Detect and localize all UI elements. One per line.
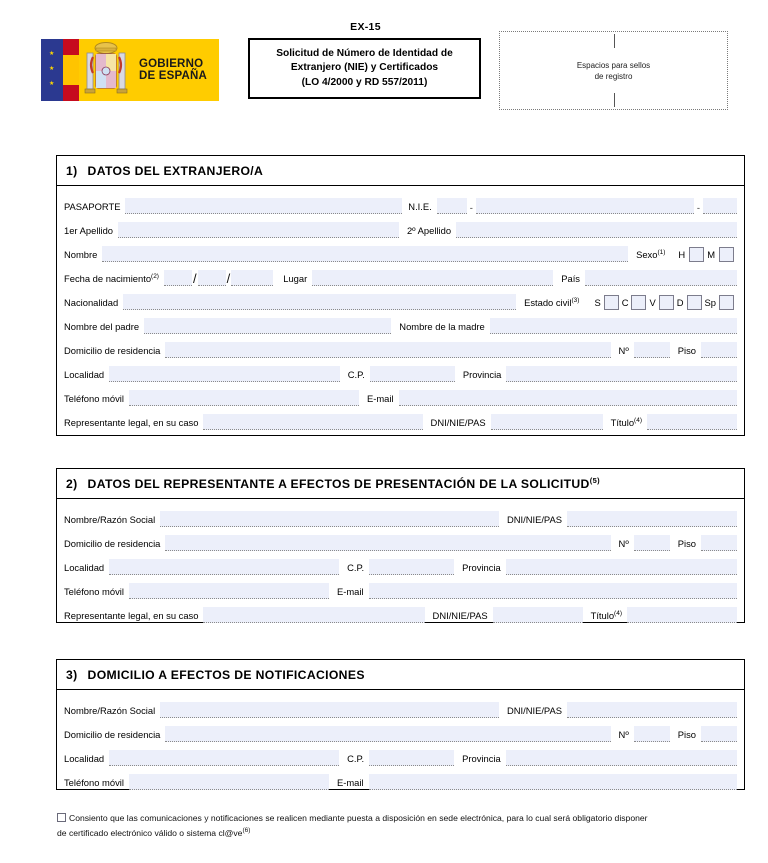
input-nie-letter[interactable] xyxy=(703,198,737,214)
row-localidad-cp-provincia xyxy=(57,358,744,382)
input-apellido2[interactable] xyxy=(456,222,737,238)
input3-localidad[interactable] xyxy=(109,750,339,766)
label3-piso: Piso xyxy=(677,729,696,740)
input2-email[interactable] xyxy=(369,583,737,599)
input-nombre[interactable] xyxy=(102,246,628,262)
consent-note: (6) xyxy=(242,826,251,834)
input-pais[interactable] xyxy=(585,270,737,286)
row-fecha-lugar-pais xyxy=(57,262,744,286)
consent-text-line2: de certificado electrónico válido o sistema cl@ve xyxy=(57,827,243,838)
label2-provincia: Provincia xyxy=(462,562,501,573)
input3-email[interactable] xyxy=(369,774,737,790)
input-fecha-dia[interactable] xyxy=(164,270,192,286)
input-titulo[interactable] xyxy=(647,414,737,430)
label3-domicilio: Domicilio de residencia xyxy=(64,729,161,740)
section-datos-representante xyxy=(56,468,745,623)
eu-flag-bar-icon: ★ ★ ★ xyxy=(41,39,63,101)
label3-dni: DNI/NIE/PAS xyxy=(506,705,562,716)
row3-nombre-razon xyxy=(57,694,744,718)
input-cp[interactable] xyxy=(370,366,455,382)
label-ec-s: S xyxy=(594,297,601,308)
input2-dni[interactable] xyxy=(567,511,737,527)
label2-titulo: Título$^{(4)}$ xyxy=(590,609,622,621)
input2-telefono[interactable] xyxy=(129,583,329,599)
row3-domicilio xyxy=(57,718,744,742)
section2-number: 2) xyxy=(66,476,78,491)
label-pasaporte: PASAPORTE xyxy=(64,201,121,212)
form-title-line1: Solicitud de Número de Identidad de xyxy=(276,47,453,59)
label-titulo: Título$^{(4)}$ xyxy=(610,416,642,428)
input-numero[interactable] xyxy=(634,342,670,358)
label3-nombre-razon: Nombre/Razón Social xyxy=(64,705,156,716)
section1-rows xyxy=(57,186,744,434)
input2-cp[interactable] xyxy=(369,559,454,575)
label-cp: C.P. xyxy=(347,369,365,380)
registry-stamps-area xyxy=(499,31,728,110)
stamps-divider-bottom xyxy=(614,93,615,107)
section3-header xyxy=(57,660,744,690)
gobierno-de-espana-logo xyxy=(41,39,219,101)
label-representante-legal: Representante legal, en su caso xyxy=(64,417,199,428)
label2-cp: C.P. xyxy=(347,562,365,573)
row2-nombre-razon xyxy=(57,503,744,527)
row2-telefono-email xyxy=(57,575,744,599)
input2-numero[interactable] xyxy=(634,535,670,551)
label2-piso: Piso xyxy=(677,538,696,549)
section3-rows xyxy=(57,690,744,794)
row-apellidos xyxy=(57,214,744,238)
input2-titulo[interactable] xyxy=(627,607,737,623)
row-nacionalidad-estado-civil xyxy=(57,286,744,310)
input-pasaporte[interactable] xyxy=(125,198,402,214)
logo-text-line1: GOBIERNO xyxy=(139,57,204,70)
label-ec-v: V xyxy=(649,297,656,308)
section1-number: 1) xyxy=(66,163,78,178)
fecha-slash-2: / xyxy=(226,271,231,286)
row3-localidad-cp-provincia xyxy=(57,742,744,766)
input2-domicilio[interactable] xyxy=(165,535,610,551)
input-fecha-mes[interactable] xyxy=(198,270,226,286)
form-title-box xyxy=(248,38,481,99)
input-fecha-anio[interactable] xyxy=(231,270,273,286)
checkbox-estado-separado[interactable] xyxy=(719,295,734,310)
input-provincia[interactable] xyxy=(506,366,737,382)
label-estado-civil: Estado civil$^{(3)}$ xyxy=(524,296,580,308)
stamps-divider-top xyxy=(614,34,615,48)
nie-separator-2: - xyxy=(696,202,700,213)
input-localidad[interactable] xyxy=(109,366,340,382)
label-ec-sp: Sp xyxy=(704,297,716,308)
label-provincia: Provincia xyxy=(462,369,502,380)
label-fecha-nacimiento: Fecha de nacimiento$^{(2)}$ xyxy=(64,272,159,284)
label-numero: Nº xyxy=(618,345,629,356)
label-nombre: Nombre xyxy=(64,249,98,260)
label3-cp: C.P. xyxy=(347,753,365,764)
row-pasaporte-nie xyxy=(57,190,744,214)
input-nie-number[interactable] xyxy=(476,198,694,214)
row2-domicilio xyxy=(57,527,744,551)
stamps-label-line2: de registro xyxy=(594,71,633,81)
section2-header xyxy=(57,469,744,499)
input-domicilio[interactable] xyxy=(165,342,610,358)
label-localidad: Localidad xyxy=(64,369,105,380)
input-dni-representante[interactable] xyxy=(491,414,603,430)
input-nombre-madre[interactable] xyxy=(490,318,737,334)
label2-email: E-mail xyxy=(336,586,364,597)
section-datos-del-extranjero xyxy=(56,155,745,436)
label-telefono: Teléfono móvil xyxy=(64,393,124,404)
form-code: EX-15 xyxy=(350,21,381,33)
form-title-line3: (LO 4/2000 y RD 557/2011) xyxy=(301,76,428,88)
row2-representante-legal xyxy=(57,599,744,623)
section3-number: 3) xyxy=(66,667,78,682)
label-nacionalidad: Nacionalidad xyxy=(64,297,119,308)
row-representante-legal xyxy=(57,406,744,430)
label-nombre-padre: Nombre del padre xyxy=(64,321,140,332)
label2-nombre-razon: Nombre/Razón Social xyxy=(64,514,156,525)
spain-coat-of-arms-icon xyxy=(79,39,133,101)
input-lugar[interactable] xyxy=(312,270,553,286)
label-sexo-m: M xyxy=(707,249,715,260)
section2-rows xyxy=(57,499,744,627)
label-piso: Piso xyxy=(677,345,696,356)
label-ec-d: D xyxy=(676,297,684,308)
label2-representante-legal: Representante legal, en su caso xyxy=(64,610,199,621)
section3-title: DOMICILIO A EFECTOS DE NOTIFICACIONES xyxy=(87,667,365,682)
input3-numero[interactable] xyxy=(634,726,670,742)
consent-text-line1: Consiento que las comunicaciones y notificaciones se realicen mediante puesta a disposición en sede electrónica, para lo cual será obligatorio disponer xyxy=(69,813,648,823)
input3-provincia[interactable] xyxy=(506,750,737,766)
input-email[interactable] xyxy=(399,390,737,406)
input-nombre-padre[interactable] xyxy=(144,318,391,334)
stamps-label-line1: Espacios para sellos xyxy=(576,60,651,70)
input3-piso[interactable] xyxy=(701,726,737,742)
input-telefono[interactable] xyxy=(129,390,359,406)
input-piso[interactable] xyxy=(701,342,737,358)
checkbox-estado-viudo[interactable] xyxy=(659,295,674,310)
checkbox-sexo-mujer[interactable] xyxy=(719,247,734,262)
form-header xyxy=(0,0,768,128)
input2-provincia[interactable] xyxy=(506,559,737,575)
logo-text-line2: DE ESPAÑA xyxy=(139,70,208,82)
label-apellido2: 2º Apellido xyxy=(406,225,452,236)
label2-dni-representante: DNI/NIE/PAS xyxy=(432,610,488,621)
input2-localidad[interactable] xyxy=(109,559,339,575)
consent-paragraph xyxy=(57,812,747,839)
input-nie-prefix[interactable] xyxy=(437,198,467,214)
section2-title: DATOS DEL REPRESENTANTE A EFECTOS DE PRESENTACIÓN DE LA SOLICITUD$^{(5)}$ xyxy=(87,475,600,492)
row2-localidad-cp-provincia xyxy=(57,551,744,575)
section1-title: DATOS DEL EXTRANJERO/A xyxy=(87,163,264,178)
label-ec-c: C xyxy=(621,297,629,308)
label3-provincia: Provincia xyxy=(462,753,501,764)
label-nie: N.I.E. xyxy=(408,201,432,212)
section-domicilio-notificaciones xyxy=(56,659,745,790)
label-sexo-h: H xyxy=(678,249,686,260)
label3-telefono: Teléfono móvil xyxy=(64,777,124,788)
input3-telefono[interactable] xyxy=(129,774,329,790)
row-nombre-sexo xyxy=(57,238,744,262)
input2-dni-representante[interactable] xyxy=(493,607,583,623)
input-representante-legal[interactable] xyxy=(203,414,422,430)
logo-text xyxy=(133,58,219,83)
label2-numero: Nº xyxy=(618,538,629,549)
section1-header xyxy=(57,156,744,186)
input3-domicilio[interactable] xyxy=(165,726,610,742)
label3-numero: Nº xyxy=(618,729,629,740)
input3-dni[interactable] xyxy=(567,702,737,718)
label-nombre-madre: Nombre de la madre xyxy=(399,321,485,332)
label-dni-representante: DNI/NIE/PAS xyxy=(430,417,486,428)
label3-localidad: Localidad xyxy=(64,753,105,764)
checkbox-consent[interactable] xyxy=(57,813,66,822)
label-sexo: Sexo$^{(1)}$ xyxy=(636,248,666,260)
label-apellido1: 1er Apellido xyxy=(64,225,113,236)
label-pais: País xyxy=(561,273,580,284)
input3-nombre-razon[interactable] xyxy=(160,702,499,718)
checkbox-estado-soltero[interactable] xyxy=(604,295,619,310)
checkbox-estado-divorciado[interactable] xyxy=(687,295,702,310)
spain-flag-stripes-icon xyxy=(63,39,79,101)
nie-separator-1: - xyxy=(469,202,473,213)
label-lugar: Lugar xyxy=(283,273,308,284)
row-telefono-email xyxy=(57,382,744,406)
label-domicilio: Domicilio de residencia xyxy=(64,345,161,356)
row-domicilio xyxy=(57,334,744,358)
input2-representante-legal[interactable] xyxy=(203,607,424,623)
fecha-slash-1: / xyxy=(192,271,197,286)
label2-localidad: Localidad xyxy=(64,562,105,573)
label2-dni: DNI/NIE/PAS xyxy=(506,514,562,525)
input-apellido1[interactable] xyxy=(118,222,399,238)
input2-nombre-razon[interactable] xyxy=(160,511,499,527)
label2-domicilio: Domicilio de residencia xyxy=(64,538,161,549)
form-title-line2: Extranjero (NIE) y Certificados xyxy=(290,62,439,74)
checkbox-estado-casado[interactable] xyxy=(631,295,646,310)
input3-cp[interactable] xyxy=(369,750,454,766)
row3-telefono-email xyxy=(57,766,744,790)
input2-piso[interactable] xyxy=(701,535,737,551)
label2-telefono: Teléfono móvil xyxy=(64,586,124,597)
input-nacionalidad[interactable] xyxy=(123,294,516,310)
label-email: E-mail xyxy=(366,393,394,404)
checkbox-sexo-hombre[interactable] xyxy=(689,247,704,262)
label3-email: E-mail xyxy=(336,777,364,788)
row-padre-madre xyxy=(57,310,744,334)
